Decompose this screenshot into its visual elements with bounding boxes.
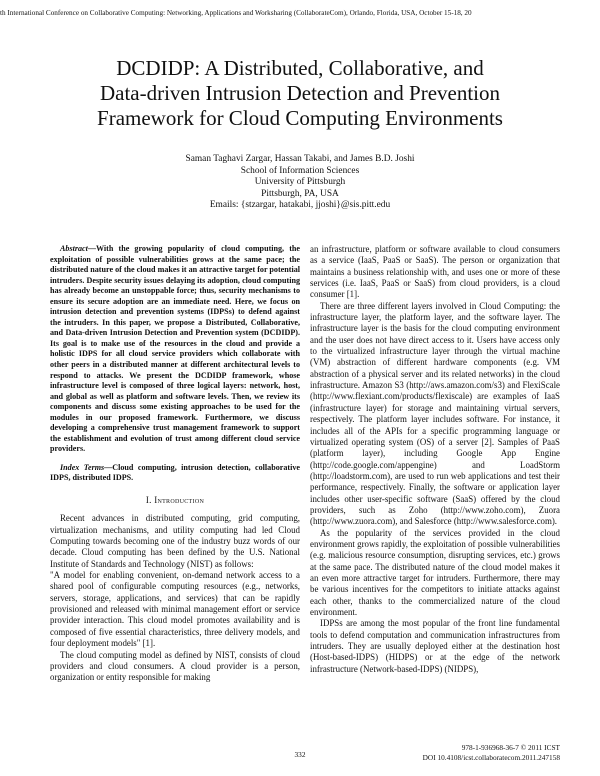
running-head: th International Conference on Collaborative Computing: Networking, Applications and Worksharing (CollaborateCom), Orlando, Florida, USA, October 15-18, 20 xyxy=(0,9,472,17)
title-line: DCDIDP: A Distributed, Collaborative, and xyxy=(116,56,484,80)
title-line: Data-driven Intrusion Detection and Prevention xyxy=(99,81,501,105)
title-line: Framework for Cloud Computing Environments xyxy=(97,106,503,130)
page-number: 332 xyxy=(294,750,306,759)
author-block xyxy=(100,154,500,212)
section-number: I. xyxy=(145,495,152,506)
nist-quote: "A model for enabling convenient, on-demand network access to a shared pool of configurable computing resources (e.g., networks, servers, storage, applications, and services) that can be rapidly provisioned and released with minimal management effort or service provider interaction. This cloud model promotes availability and is composed of five essential characteristics, three delivery models, and four deployment models" [1]. xyxy=(50,570,300,649)
body-paragraph: As the popularity of the services provided in the cloud environment grows rapidly, the exploitation of possible vulnerabilities (e.g. malicious resource consumption, disrupting services, etc.) grows at the same pace. The distributed nature of the cloud model makes it an even more attractive target for intruders. Furthermore, there may be various incentives for the competitors to initiate attacks against each other, thanks to the commercialized nature of the cloud environment. xyxy=(310,527,560,617)
body-paragraph: There are three different layers involved in Cloud Computing: the infrastructure layer, the platform layer, and the software layer. The infrastructure layer is the basis for the cloud computing environment and the user does not have direct access to it. Users have access only to the virtualized infrastructure layer through the virtual machine (VM) abstraction of different hardware components (e.g. VM abstraction of a physical server and its related networks) in the cloud infrastructure. Amazon S3 (http://aws.amazon.com/s3) and FlexiScale (http://www.flexiant.com/products/flexiscale) are examples of IaaS (infrastructure layer) for storage and maintaining virtual servers, respectively. The platform layer includes software. For instance, it includes all of the APIs for a specific programming language or virtualized operating system (OS) of a server [2]. Samples of PaaS (platform layer), including Google App Engine (http://code.google.com/appengine) and LoadStorm (http://loadstorm.com), are used to run web applications and test their performance, respectively. Finally, the software or application layer includes other user-specific software (SaaS) offered by the cloud providers, such as Zoho (http://www.zoho.com), Zuora (http://www.zuora.com), and Salesforce (http://www.salesforce.com). xyxy=(310,300,560,527)
footer-doi: DOI 10.4108/icst.collaboratecom.2011.247158 xyxy=(422,752,560,762)
left-column xyxy=(50,244,300,684)
body-paragraph: an infrastructure, platform or software available to cloud consumers as a service (IaaS, PaaS or SaaS). The person or organization that maintains a business relationship with, and uses one or more of these services (i.e. IaaS, PaaS or SaaS) from cloud providers, is a cloud consumer [1]. xyxy=(310,244,560,300)
index-terms-lead: Index Terms xyxy=(60,462,105,472)
right-column xyxy=(310,244,560,675)
index-terms xyxy=(50,463,300,484)
author-school: School of Information Sciences xyxy=(240,165,360,176)
author-university: University of Pittsburgh xyxy=(254,177,346,188)
author-emails: Emails: {stzargar, hatakabi, jjoshi}@sis.pitt.edu xyxy=(209,200,391,211)
author-location: Pittsburgh, PA, USA xyxy=(261,188,339,199)
body-paragraph: The cloud computing model as defined by NIST, consists of cloud providers and cloud consumers. A cloud provider is a person, organization or entity responsible for making xyxy=(50,649,300,683)
abstract xyxy=(50,244,300,455)
section-title: Introduction xyxy=(154,495,205,506)
footer-info xyxy=(390,743,560,762)
body-paragraph: Recent advances in distributed computing, grid computing, virtualization mechanisms, and utility computing had led Cloud Computing towards becoming one of the industry buzz words of our decade. Cloud computing has been defined by the U.S. National Institute of Standards and Technology (NIST) as follows: xyxy=(50,513,300,569)
index-terms-text: —Cloud computing, intrusion detection, collaborative IDPS, distributed IDPS. xyxy=(50,462,300,483)
body-paragraph: IDPSs are among the most popular of the front line fundamental tools to defend computation and communication infrastructures from intruders. They are usually deployed either at the destination host (Host-based-IDPS) (HIDPS) or at the edge of the network infrastructure (Network-based-IDPS) (NIDPS), xyxy=(310,618,560,674)
author-names: Saman Taghavi Zargar, Hassan Takabi, and James B.D. Joshi xyxy=(185,154,415,164)
paper-title xyxy=(40,56,560,131)
footer-isbn: 978-1-936968-36-7 © 2011 ICST xyxy=(461,743,560,752)
abstract-text: —With the growing popularity of cloud computing, the exploitation of possible vulnerabilities grows at the same pace; the distributed nature of the cloud makes it an attractive target for potential intruders. Despite security issues delaying its adoption, cloud computing has already become an unstoppable force; thus, security mechanisms to ensure its secure adoption are an immediate need. Here, we focus on intrusion detection and prevention systems (IDPSs) to defend against the intruders. In this paper, we propose a Distributed, Collaborative, and Data-driven Intrusion Detection and Prevention system (DCDIDP). Its goal is to make use of the resources in the cloud and provide a holistic IDPS for all cloud service providers which collaborate with other peers in a distributed manner at different architectural levels to respond to attacks. We present the DCDIDP framework, whose infrastructure level is composed of three logical layers: network, host, and global as well as platform and software levels. Then, we review its components and discuss some existing approaches to be used for the modules in our proposed framework. Furthermore, we discuss developing a comprehensive trust management framework to support the establishment and evolution of trust among different cloud service providers. xyxy=(50,244,300,454)
section-heading xyxy=(50,495,300,506)
abstract-lead: Abstract xyxy=(60,244,88,253)
